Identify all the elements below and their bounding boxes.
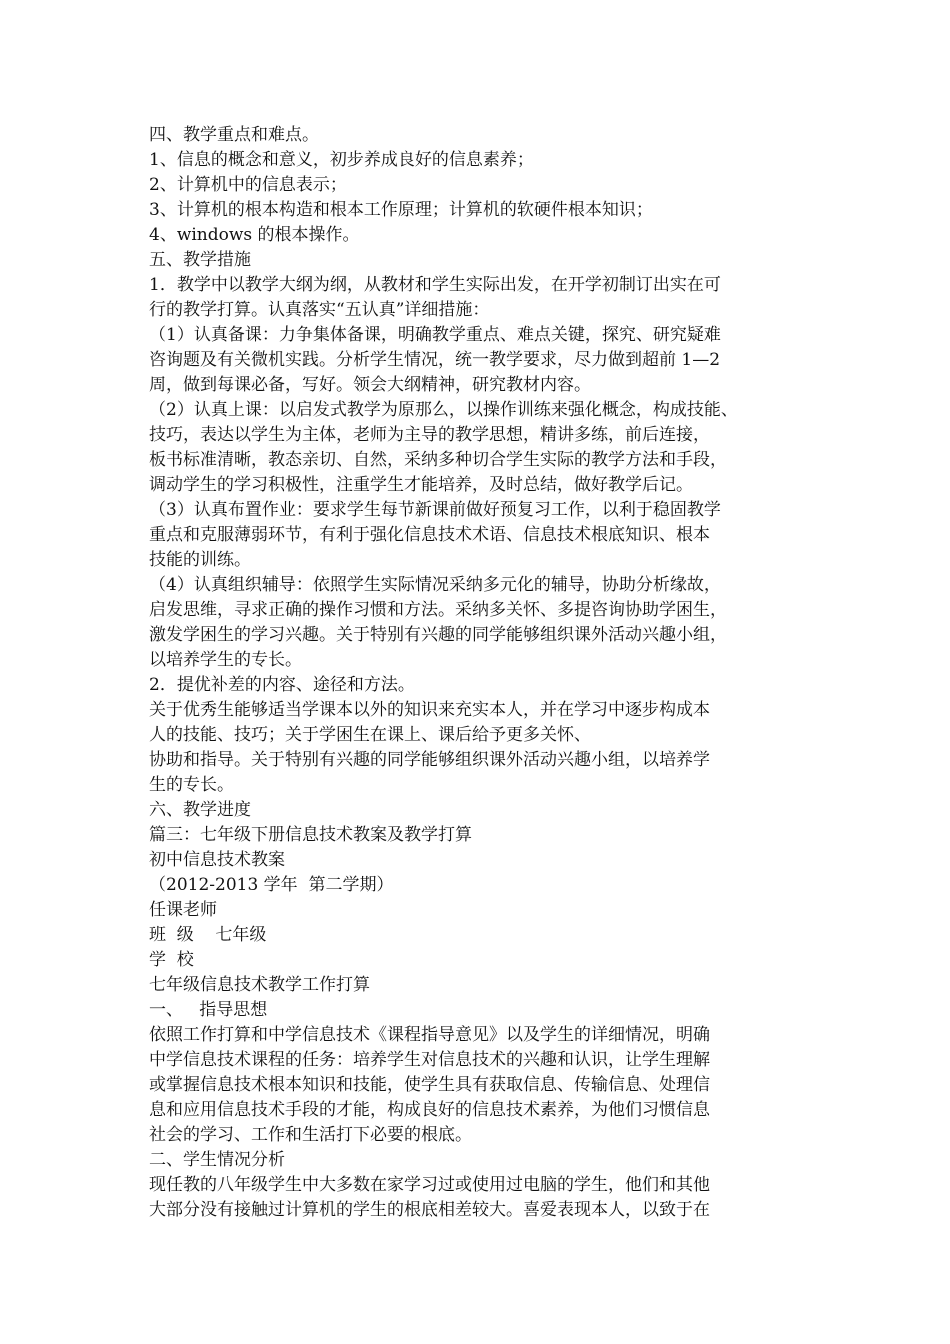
section-heading-student-analysis: 二、学生情况分析 bbox=[149, 1150, 285, 1170]
section-heading-measures: 五、教学措施 bbox=[149, 250, 251, 270]
text-line: 4、windows 的根本操作。 bbox=[149, 225, 360, 245]
text-line: 现任教的八年级学生中大多数在家学习过或使用过电脑的学生，他们和其他 bbox=[149, 1175, 710, 1195]
text-line: 协助和指导。关于特别有兴趣的同学能够组织课外活动兴趣小组，以培养学 bbox=[149, 750, 710, 770]
text-line: 启发思维，寻求正确的操作习惯和方法。采纳多关怀、多提咨询协助学困生， bbox=[149, 600, 727, 620]
text-line: 3、计算机的根本构造和根本工作原理；计算机的软硬件根本知识； bbox=[149, 200, 653, 220]
section-heading-guiding-ideas: 一、 指导思想 bbox=[149, 1000, 268, 1020]
text-line: 社会的学习、工作和生活打下必要的根底。 bbox=[149, 1125, 472, 1145]
school-line: 学 校 bbox=[149, 950, 194, 970]
text-line: 周，做到每课必备，写好。领会大纲精神，研究教材内容。 bbox=[149, 375, 591, 395]
text-line: 或掌握信息技术根本知识和技能，使学生具有获取信息、传输信息、处理信 bbox=[149, 1075, 710, 1095]
text-line: （4）认真组织辅导：依照学生实际情况采纳多元化的辅导，协助分析缘故， bbox=[149, 575, 721, 595]
text-line: （3）认真布置作业：要求学生每节新课前做好预复习工作，以利于稳固教学 bbox=[149, 500, 721, 520]
text-line: （2）认真上课：以启发式教学为原那么，以操作训练来强化概念，构成技能、 bbox=[149, 400, 738, 420]
text-line: 生的专长。 bbox=[149, 775, 234, 795]
text-line: 大部分没有接触过计算机的学生的根底相差较大。喜爱表现本人，以致于在 bbox=[149, 1200, 710, 1220]
text-line: 2、计算机中的信息表示； bbox=[149, 175, 347, 195]
text-line: 以培养学生的专长。 bbox=[149, 650, 302, 670]
text-line: 依照工作打算和中学信息技术《课程指导意见》以及学生的详细情况，明确 bbox=[149, 1025, 710, 1045]
chapter-heading: 篇三：七年级下册信息技术教案及教学打算 bbox=[149, 825, 472, 845]
text-line: 人的技能、技巧；关于学困生在课上、课后给予更多关怀、 bbox=[149, 725, 591, 745]
text-line: 息和应用信息技术手段的才能，构成良好的信息技术素养，为他们习惯信息 bbox=[149, 1100, 710, 1120]
text-line: 中学信息技术课程的任务：培养学生对信息技术的兴趣和认识，让学生理解 bbox=[149, 1050, 710, 1070]
text-line: 关于优秀生能够适当学课本以外的知识来充实本人，并在学习中逐步构成本 bbox=[149, 700, 710, 720]
plan-title: 七年级信息技术教学工作打算 bbox=[149, 975, 370, 995]
document-title: 初中信息技术教案 bbox=[149, 850, 285, 870]
section-heading-key-points: 四、教学重点和难点。 bbox=[149, 125, 319, 145]
teacher-line: 任课老师 bbox=[149, 900, 217, 920]
text-line: 重点和克服薄弱环节，有利于强化信息技术术语、信息技术根底知识、根本 bbox=[149, 525, 710, 545]
text-line: 板书标准清晰，教态亲切、自然，采纳多种切合学生实际的教学方法和手段， bbox=[149, 450, 727, 470]
text-line: 1．教学中以教学大纲为纲，从教材和学生实际出发，在开学初制订出实在可 bbox=[149, 275, 721, 295]
grade-line: 班 级 七年级 bbox=[149, 925, 267, 945]
text-line: 激发学困生的学习兴趣。关于特别有兴趣的同学能够组织课外活动兴趣小组， bbox=[149, 625, 727, 645]
text-line: 技巧，表达以学生为主体，老师为主导的教学思想，精讲多练，前后连接， bbox=[149, 425, 710, 445]
text-line: 2．提优补差的内容、途径和方法。 bbox=[149, 675, 415, 695]
text-line: （1）认真备课：力争集体备课，明确教学重点、难点关键，探究、研究疑难 bbox=[149, 325, 721, 345]
text-line: 1、信息的概念和意义，初步养成良好的信息素养； bbox=[149, 150, 534, 170]
semester-line: （2012-2013 学年 第二学期） bbox=[149, 875, 394, 895]
section-heading-progress: 六、教学进度 bbox=[149, 800, 251, 820]
document-body bbox=[149, 123, 809, 1223]
text-line: 行的教学打算。认真落实“五认真”详细措施： bbox=[149, 300, 490, 320]
text-line: 咨询题及有关微机实践。分析学生情况，统一教学要求，尽力做到超前 1—2 bbox=[149, 350, 721, 370]
text-line: 调动学生的学习积极性，注重学生才能培养，及时总结，做好教学后记。 bbox=[149, 475, 693, 495]
text-line: 技能的训练。 bbox=[149, 550, 251, 570]
